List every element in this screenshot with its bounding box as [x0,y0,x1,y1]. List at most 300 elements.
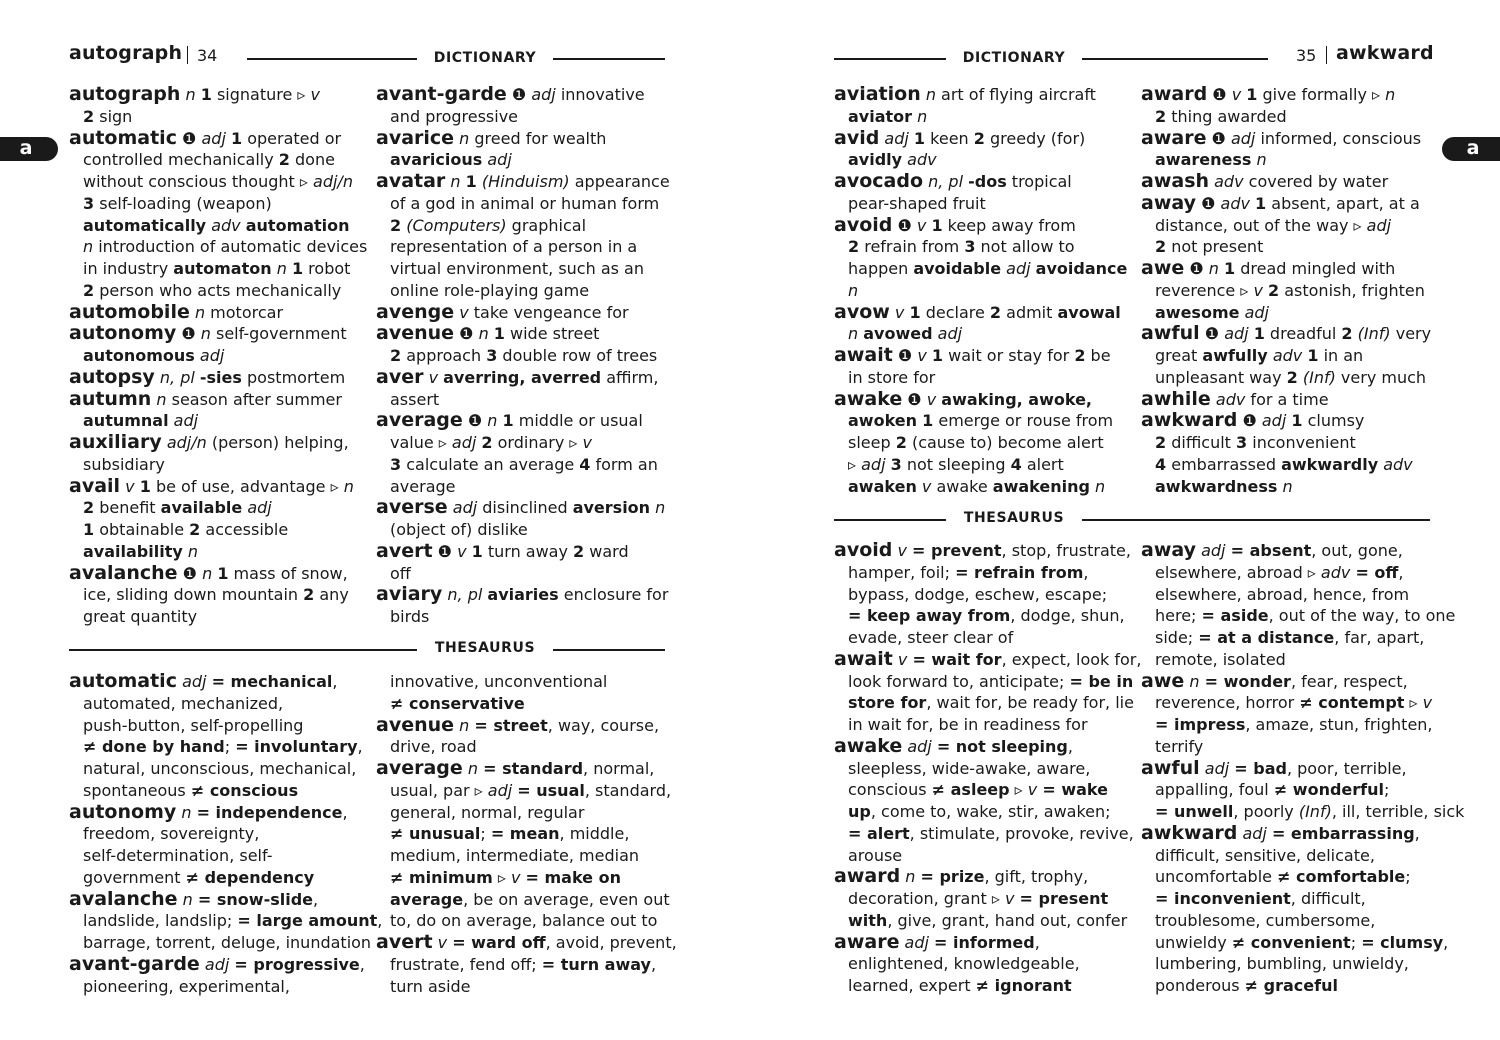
entry-text: 1 [83,520,95,539]
part-of-speech: v [428,367,439,387]
headword: avoid [834,213,893,236]
entry-text: look forward to, anticipate; [848,671,1070,691]
entry-line [69,193,367,215]
entry-text: sleep [848,433,896,452]
headword: awe [1141,257,1185,279]
entry-line [1141,692,1464,714]
part-of-speech: v [582,433,592,452]
entry-line [376,84,670,106]
entry-text: innovative, unconventional [390,672,608,691]
part-of-speech: n [1208,259,1219,278]
entry-text: ≠ contempt [1299,693,1405,713]
entry-line [69,171,367,193]
entry-line [376,736,677,758]
entry-text: here; [1155,606,1202,626]
entry-text: sign [94,106,133,126]
entry-text: average [390,476,456,496]
entry-text: inconvenient [1247,433,1356,452]
entry-text: 1 [230,128,243,148]
entry-text: 2 [1341,324,1353,344]
entry-line [834,736,1141,758]
entry-text: ≠ asleep [931,780,1010,800]
entry-text: = present [1019,889,1109,908]
entry-text: = turn away [541,954,651,974]
entry-text: awkwardness [1155,476,1278,496]
entry-line [376,280,670,302]
entry-text: bypass, dodge, eschew, escape; [848,584,1108,604]
entry-line [1141,215,1431,237]
entry-text: 1 [465,172,477,191]
entry-text: avoidance [1035,259,1128,278]
part-of-speech: n [181,802,192,822]
part-of-speech: adj [1366,215,1392,235]
dictionary-column [834,84,1127,497]
entry-line [69,236,367,258]
entry-text: introduction of automatic devices [93,237,368,257]
entry-text: = alert [848,823,910,843]
entry-text: ≠ comfortable [1277,867,1406,887]
entry-text: innovative [555,85,645,104]
entry-text: give formally ▹ [1257,85,1386,104]
thumb-index-tab-right[interactable]: a [1442,137,1500,161]
entry-text: autonomous [83,346,195,365]
entry-text: reverence ▹ [1155,280,1254,300]
part-of-speech: adv [1320,562,1351,582]
part-of-speech: adj [1201,541,1226,560]
part-of-speech: n [1189,671,1200,691]
entry-text: , far, apart, [1334,628,1425,647]
rule [1082,58,1268,60]
entry-line [1141,823,1464,845]
entry-text: = large amount [237,911,378,931]
part-of-speech: v [917,346,927,365]
headword: autograph [69,83,181,105]
headword: autumn [69,387,152,410]
entry-text: natural, unconscious, mechanical, [83,759,357,778]
headword: avoid [834,539,893,561]
headword: await [834,647,893,670]
part-of-speech: n [848,280,859,300]
headword: avalanche [69,561,178,584]
entry-line [376,845,677,867]
dictionary-column [1141,84,1431,497]
entry-line [376,889,677,911]
entry-line [834,953,1141,975]
entry-line [376,541,670,563]
entry-text: ≠ conscious [190,780,299,800]
entry-text: any [314,585,349,605]
entry-text: 2 [1155,433,1167,452]
entry-text: , normal, [583,759,655,778]
entry-line [1141,106,1431,128]
entry-line [1141,649,1464,671]
entry-line [376,236,670,258]
entry-text: clumsy [1302,411,1365,431]
part-of-speech: adj [907,736,932,756]
part-of-speech: adj [861,454,886,474]
part-of-speech: adj [451,433,477,452]
entry-text: great [1155,346,1203,365]
entry-line [69,258,367,280]
entry-text: , [359,954,365,974]
entry-text: = snow-slide [197,889,314,909]
part-of-speech: v [1027,780,1038,800]
entry-text: general, normal, regular [390,802,585,822]
entry-text: elsewhere, abroad ▹ [1155,562,1321,582]
part-of-speech: adj [1204,758,1230,778]
entry-text: ❶ [462,411,488,431]
entry-text: ❶ [1237,411,1262,431]
part-of-speech: (Inf) [1298,802,1332,821]
entry-line [376,932,677,954]
entry-text: , [357,737,363,757]
entry-text: learned, expert [848,976,976,995]
entry-text: (cause to) become alert [906,433,1104,452]
entry-text: self-loading (weapon) [94,193,272,213]
entry-text: , [332,672,338,691]
entry-text: = standard [483,759,584,778]
entry-line [376,367,670,389]
entry-text: avidly [848,150,903,170]
headword: avail [69,474,121,497]
entry-text: tropical [1006,172,1072,191]
part-of-speech: n [200,324,211,344]
thesaurus-column [834,540,1141,997]
thumb-index-tab-left[interactable]: a [0,137,58,161]
part-of-speech: n [1282,476,1293,496]
entry-line [69,454,367,476]
entry-text: affirm, [601,367,659,387]
entry-text: representation of a person in a [390,237,638,257]
entry-text: ward [584,541,629,561]
entry-line [834,193,1127,215]
entry-line [834,866,1141,888]
entry-line [69,715,382,737]
part-of-speech: adj [1244,302,1269,322]
entry-text: ponderous [1155,976,1245,995]
entry-text: , [1067,736,1073,756]
page-number-left: 34 [197,46,218,65]
entry-text: 3 [486,346,498,365]
entry-line [834,149,1127,171]
entry-text: , [1083,562,1089,582]
entry-text: 1 [1224,259,1236,278]
entry-text: very [1390,324,1432,344]
entry-line [69,845,382,867]
entry-text: wait or stay for [943,346,1075,365]
entry-text: 2 [1268,280,1280,300]
entry-text: ice, sliding down mountain [83,585,304,605]
entry-line [376,954,677,976]
entry-text: with [848,910,888,930]
headword: avow [834,300,890,323]
entry-line [376,193,670,215]
entry-text: 1 [1246,85,1258,104]
entry-text: ordinary ▹ [492,433,583,452]
entry-text: 2 [278,150,290,170]
entry-text: obtainable [94,520,190,539]
entry-line [376,410,670,432]
entry-text: 1 [471,541,483,561]
entry-text: absent, apart, at a [1266,193,1420,213]
entry-text: , out, gone, [1311,541,1403,560]
part-of-speech: n [450,172,461,191]
entry-text: landslide, landslip; [83,911,238,931]
entry-text: ❶ [454,324,479,344]
entry-text: aviaries [487,585,559,605]
entry-text: autumnal [83,411,169,431]
entry-text: terrify [1155,736,1204,756]
part-of-speech: v [437,933,448,952]
entry-line [69,432,367,454]
entry-text: , middle, [559,824,630,844]
entry-line [834,454,1127,476]
entry-line [69,541,367,563]
entry-text: lumbering, bumbling, unwieldy, [1155,954,1409,974]
headword: avid [834,126,880,149]
entry-line [1141,171,1431,193]
entry-text: -dos [968,172,1007,191]
entry-text: greed for wealth [469,128,607,148]
entry-line [834,845,1141,867]
entry-line [69,867,382,889]
entry-text: = progressive [234,954,360,974]
entry-line [834,671,1141,693]
entry-text: 2 [83,498,95,518]
entry-line [1141,302,1431,324]
entry-text: great quantity [83,607,198,626]
entry-text: signature ▹ [211,85,311,104]
entry-text: ▹ [1404,693,1423,713]
entry-line [69,476,367,498]
entry-text: 1 [931,346,944,365]
entry-line [834,345,1127,367]
part-of-speech: adv [211,215,241,235]
headword: award [1141,83,1208,105]
part-of-speech: n, pl [159,367,195,387]
entry-line [1141,454,1431,476]
entry-line [376,693,677,715]
entry-line [376,606,670,628]
entry-text: and progressive [390,106,519,126]
entry-line [69,280,367,302]
entry-text: done [289,150,335,170]
entry-text: awake [931,476,993,496]
entry-text: in store for [848,367,936,387]
entry-line [1141,280,1431,302]
running-head-left: autograph [69,42,183,64]
part-of-speech: adv [1383,454,1413,474]
entry-text: = mechanical [211,672,333,691]
entry-line [69,367,367,389]
entry-text: mass of snow, [228,563,348,583]
part-of-speech: adj [173,411,199,431]
entry-text: arouse [848,845,903,865]
entry-line [1141,193,1431,215]
entry-text: side; [1155,628,1199,647]
entry-text: = prize [920,867,985,887]
entry-text: , poorly [1233,802,1299,821]
entry-text: awakening [992,476,1090,496]
entry-text: difficult, sensitive, delicate, [1155,845,1375,865]
entry-text: conscious [848,780,932,800]
part-of-speech: v [457,541,467,561]
part-of-speech: adj [531,85,556,104]
entry-line [69,389,367,411]
entry-text: avowal [1057,302,1121,322]
part-of-speech: adj [199,346,225,365]
headword: award [834,865,901,888]
part-of-speech: v [921,476,932,496]
rule [69,649,417,651]
entry-line [376,454,670,476]
part-of-speech: v [894,302,905,322]
entry-text: = unwell [1155,802,1234,821]
entry-text: awareness [1155,150,1252,170]
entry-text: , wait for, be ready for, lie [926,693,1134,713]
entry-text: season after summer [166,389,342,409]
entry-line [69,497,367,519]
entry-text: = mean [490,824,560,844]
entry-text: 2 [1155,237,1167,257]
entry-text: push-button, self-propelling [83,715,304,735]
entry-text: 3 [890,454,902,474]
entry-text: difficult [1166,433,1237,452]
entry-text: 2 [989,302,1002,322]
entry-text: aviator [848,106,913,126]
part-of-speech: v [459,302,469,322]
entry-text: emerge or rouse from [933,411,1114,431]
entry-text: up [848,802,871,821]
part-of-speech: v [1004,889,1015,908]
entry-text: ❶ [1199,324,1225,344]
entry-line [376,215,670,237]
entry-line [69,823,382,845]
entry-text: postmortem [241,367,346,387]
entry-line [69,954,382,976]
entry-text: 2 [895,433,907,452]
entry-line [834,389,1127,411]
entry-text: dread mingled with [1235,259,1396,278]
entry-line [834,758,1141,780]
headword: avatar [376,170,446,192]
headword: aviation [834,83,921,105]
headword: autonomy [69,800,177,823]
entry-line [1141,367,1431,389]
entry-line [834,171,1127,193]
entry-line [834,779,1141,801]
part-of-speech: adj [1006,259,1031,278]
part-of-speech: adj [487,780,513,800]
entry-line [834,106,1127,128]
entry-text: avaricious [390,150,483,170]
entry-text: , poor, terrible, [1286,758,1407,778]
entry-text: off [390,563,411,583]
entry-text: enlightened, knowledgeable, [848,954,1080,974]
part-of-speech: (Inf) [1302,367,1336,387]
entry-text: (person) helping, [206,433,349,452]
entry-text: 2 [973,128,985,148]
headword: autonomy [69,322,177,345]
entry-text: take vengeance for [468,302,629,322]
entry-text: be of use, advantage ▹ [150,476,344,496]
headword: awhile [1141,387,1211,410]
part-of-speech: adj [1230,128,1256,148]
entry-text: 2 [390,346,402,365]
entry-text: not allow to [975,237,1075,257]
entry-text: , difficult, [1290,889,1366,908]
entry-line [1141,562,1464,584]
headword: auxiliary [69,431,162,453]
entry-text: sleepless, wide-awake, aware, [848,758,1091,778]
thesaurus-column [1141,540,1464,997]
part-of-speech: v [897,649,908,669]
entry-line [69,323,367,345]
headword: away [1141,539,1196,561]
entry-text: , [1414,823,1420,843]
part-of-speech: adj [204,954,230,974]
headword: avenue [376,322,455,345]
entry-text: online role-playing game [390,280,590,300]
entry-text: subsidiary [83,454,165,474]
entry-text: , [342,802,348,822]
entry-text: appalling, foul [1155,780,1274,800]
entry-text: 1 [909,302,921,322]
headword: avant-garde [69,952,200,975]
part-of-speech: adj/n [313,172,353,191]
entry-line [1141,84,1431,106]
headword: automobile [69,300,190,323]
part-of-speech: adv [1215,389,1246,409]
dictionary-label-right: DICTIONARY [962,50,1066,66]
entry-line [834,823,1141,845]
entry-line [376,476,670,498]
entry-text: ❶ [506,85,532,104]
entry-text: distance, out of the way ▹ [1155,215,1367,235]
entry-text: 2 [848,237,860,257]
entry-text: 1 [931,215,943,235]
entry-text: ≠ graceful [1244,976,1338,995]
entry-line [376,432,670,454]
entry-text: benefit [94,498,161,518]
entry-line [376,802,677,824]
entry-text: awaking, awoke, [941,389,1092,409]
entry-text: frustrate, fend off; [390,954,542,974]
entry-text: = off [1355,562,1399,582]
entry-text: self-government [210,324,347,344]
entry-text: store for [848,693,927,713]
entry-line [69,410,367,432]
page-number-right: 35 [1296,46,1317,65]
entry-text: , avoid, prevent, [545,933,677,952]
entry-line [1141,476,1431,498]
entry-text: = wait for [912,649,1002,669]
entry-text: ❶ [892,215,917,235]
headword: avant-garde [376,83,507,105]
entry-text: 2 [1074,346,1086,365]
part-of-speech: adj [452,498,478,518]
entry-text: 3 [83,193,95,213]
entry-line [69,563,367,585]
entry-line [376,106,670,128]
entry-text: remote, isolated [1155,649,1286,669]
dictionary-label-left: DICTIONARY [433,50,537,66]
part-of-speech: (Hinduism) [481,172,570,191]
entry-text: = wonder [1204,671,1291,691]
part-of-speech: n [478,324,489,344]
entry-line [69,345,367,367]
entry-text: 1 [200,85,212,104]
